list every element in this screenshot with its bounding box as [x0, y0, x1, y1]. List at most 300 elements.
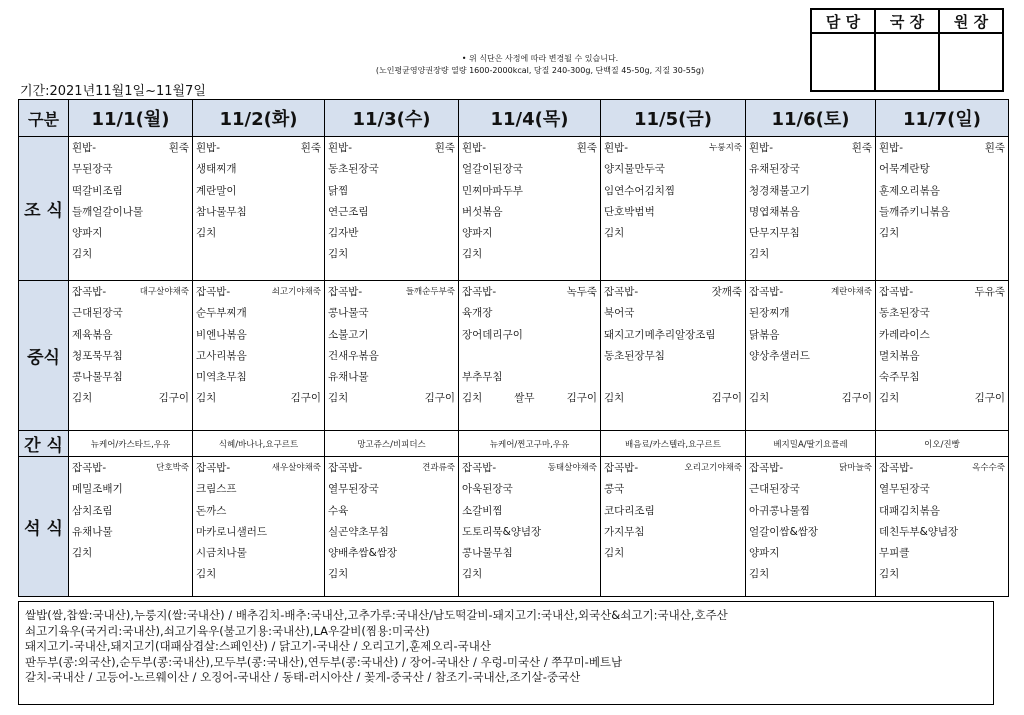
breakfast-cell — [746, 137, 876, 281]
menu-line — [879, 501, 1005, 522]
dish: 청포묵무침 — [72, 349, 123, 362]
dish: 닭찜 — [328, 184, 349, 197]
dish: 소불고기 — [328, 328, 369, 341]
menu-line — [462, 458, 597, 479]
dish: 김치 — [196, 568, 217, 581]
menu-line — [749, 388, 872, 409]
dish: 단무지무침 — [749, 227, 800, 240]
menu-line — [196, 367, 321, 388]
menu-line — [749, 202, 872, 223]
dish: 양파지 — [749, 547, 780, 560]
menu-line — [749, 367, 872, 388]
menu-line — [328, 522, 455, 543]
menu-line — [328, 501, 455, 522]
category-header: 구분 — [19, 100, 69, 137]
menu-line — [749, 325, 872, 346]
breakfast-cell — [876, 137, 1009, 281]
porridge-option: 흰죽 — [984, 142, 1005, 154]
dish: 얼갈이된장국 — [462, 163, 523, 176]
menu-line — [879, 479, 1005, 500]
porridge-option: 쇠고기야채죽 — [271, 287, 321, 297]
dish: 양상추샐러드 — [749, 349, 810, 362]
menu-line — [72, 181, 189, 202]
menu-line — [462, 388, 597, 409]
dish: 김치 — [749, 392, 770, 405]
menu-line — [72, 367, 189, 388]
menu-line — [328, 367, 455, 388]
dish: 콩국 — [604, 483, 625, 496]
porridge-option: 옥수수죽 — [972, 463, 1005, 473]
dish: 무된장국 — [72, 163, 113, 176]
menu-line — [749, 479, 872, 500]
dish: 동초된장무침 — [604, 349, 665, 362]
dish: 크림스프 — [196, 483, 237, 496]
menu-line — [879, 223, 1005, 244]
day-header: 11/7(일) — [876, 100, 1009, 137]
porridge-option: 계란야채죽 — [830, 287, 872, 297]
dish-side: 김구이 — [290, 392, 321, 405]
dish: 돼지고기메추리알장조림 — [604, 328, 716, 341]
dish: 민찌마파두부 — [462, 184, 523, 197]
breakfast-cell — [69, 137, 193, 281]
dish: 콩나물국 — [328, 307, 369, 320]
dish: 잡곡밥- — [72, 286, 107, 298]
dish: 미역초무침 — [196, 371, 247, 384]
dish: 장어데리구이 — [462, 328, 523, 341]
menu-line — [196, 522, 321, 543]
dinner-cell — [459, 457, 601, 597]
dish: 김치 — [462, 568, 483, 581]
menu-line — [196, 202, 321, 223]
origin-line: 돼지고기-국내산,돼지고기(대패삼겹살:스페인산) / 닭고기-국내산 / 오리고기,훈제오리-국내산 — [25, 639, 492, 654]
menu-line — [462, 181, 597, 202]
dish: 참나물무침 — [196, 205, 247, 218]
dish: 잡곡밥- — [328, 286, 363, 298]
menu-line — [196, 303, 321, 324]
menu-line — [749, 501, 872, 522]
menu-line — [196, 458, 321, 479]
lunch-cell — [325, 281, 459, 431]
dish: 코다리조림 — [604, 504, 655, 517]
menu-line — [462, 479, 597, 500]
dish: 양지물만두국 — [604, 163, 665, 176]
menu-line — [462, 325, 597, 346]
dish: 육개장 — [462, 307, 493, 320]
dish: 카레라이스 — [879, 328, 930, 341]
menu-line — [879, 522, 1005, 543]
dish: 흰밥- — [328, 142, 353, 154]
menu-line — [462, 244, 597, 265]
menu-line — [462, 282, 597, 303]
menu-line — [749, 138, 872, 159]
menu-line — [604, 181, 742, 202]
dish: 떡갈비조림 — [72, 184, 123, 197]
menu-line — [749, 282, 872, 303]
menu-line — [879, 282, 1005, 303]
dish: 들깨얼갈이나물 — [72, 205, 144, 218]
menu-line — [328, 303, 455, 324]
menu-line — [196, 346, 321, 367]
dish: 양배추쌈&쌈장 — [328, 547, 398, 560]
menu-line — [72, 543, 189, 564]
dish: 동초된장국 — [879, 307, 930, 320]
menu-line — [72, 244, 189, 265]
dish: 김치 — [462, 392, 483, 405]
menu-line — [462, 138, 597, 159]
dish: 무피클 — [879, 547, 910, 560]
dish: 동초된장국 — [328, 163, 379, 176]
dish: 흰밥- — [604, 142, 629, 154]
dish: 순두부찌개 — [196, 307, 247, 320]
dish: 고사리볶음 — [196, 349, 247, 362]
menu-line — [604, 159, 742, 180]
dish: 김치 — [879, 568, 900, 581]
menu-line — [604, 458, 742, 479]
dinner-cell — [193, 457, 325, 597]
dish: 실곤약초무침 — [328, 525, 389, 538]
breakfast-cell — [325, 137, 459, 281]
dish: 아욱된장국 — [462, 483, 513, 496]
menu-line — [879, 159, 1005, 180]
menu-line — [196, 282, 321, 303]
dish: 김치 — [749, 248, 770, 261]
porridge-option: 대구살야채죽 — [139, 287, 189, 297]
menu-line — [328, 325, 455, 346]
menu-line — [328, 346, 455, 367]
dinner-label: 석 식 — [19, 457, 69, 597]
snack-cell: 식혜/바나나,요구르트 — [193, 431, 325, 457]
menu-line — [72, 346, 189, 367]
menu-line — [328, 479, 455, 500]
dish: 콩나물무침 — [72, 371, 123, 384]
snack-row — [19, 431, 1009, 457]
dish: 유채나물 — [328, 371, 369, 384]
porridge-option: 새우살야채죽 — [271, 463, 321, 473]
menu-line — [462, 367, 597, 388]
dish: 잡곡밥- — [462, 462, 497, 474]
menu-line — [604, 479, 742, 500]
porridge-option: 단호박죽 — [156, 463, 189, 473]
porridge-option: 오리고기야채죽 — [684, 463, 742, 473]
menu-line — [328, 543, 455, 564]
dish: 시금치나물 — [196, 547, 247, 560]
menu-line — [328, 223, 455, 244]
menu-line — [879, 564, 1005, 585]
dish: 건새우볶음 — [328, 349, 379, 362]
day-header: 11/3(수) — [325, 100, 459, 137]
dish: 생태찌개 — [196, 163, 237, 176]
porridge-option: 동태살야채죽 — [547, 463, 597, 473]
dish: 유채나물 — [72, 525, 113, 538]
menu-line — [72, 282, 189, 303]
porridge-option: 누룽지죽 — [709, 143, 742, 153]
weekly-menu-table — [18, 99, 1009, 597]
porridge-option: 흰죽 — [168, 142, 189, 154]
menu-line — [328, 138, 455, 159]
breakfast-cell — [601, 137, 746, 281]
approval-director-label: 국 장 — [875, 9, 939, 33]
dish: 잡곡밥- — [328, 462, 363, 474]
approval-staff-label: 담 당 — [811, 9, 875, 33]
lunch-cell — [69, 281, 193, 431]
day-header: 11/1(월) — [69, 100, 193, 137]
day-header: 11/2(화) — [193, 100, 325, 137]
menu-line — [749, 303, 872, 324]
dish: 제육볶음 — [72, 328, 113, 341]
menu-line — [196, 138, 321, 159]
menu-line — [196, 159, 321, 180]
dish: 메밀조배기 — [72, 483, 123, 496]
snack-label: 간 식 — [19, 431, 69, 457]
dish: 잡곡밥- — [196, 286, 231, 298]
lunch-cell — [876, 281, 1009, 431]
dish: 콩나물무침 — [462, 547, 513, 560]
dish: 된장찌개 — [749, 307, 790, 320]
menu-line — [196, 223, 321, 244]
dish: 김치 — [328, 248, 349, 261]
dish: 명엽채볶음 — [749, 205, 800, 218]
dish: 부추무침 — [462, 371, 503, 384]
dish: 북어국 — [604, 307, 635, 320]
dish: 김치 — [749, 568, 770, 581]
menu-line — [196, 479, 321, 500]
menu-line — [72, 202, 189, 223]
snack-cell: 베지밀A/딸기요플레 — [746, 431, 876, 457]
dish: 잡곡밥- — [604, 462, 639, 474]
snack-cell: 뉴케어/찐고구마,우유 — [459, 431, 601, 457]
menu-line — [328, 202, 455, 223]
dish: 근대된장국 — [749, 483, 800, 496]
dish-side: 김구이 — [974, 392, 1005, 405]
porridge-option: 닭마늘죽 — [839, 463, 872, 473]
snack-cell: 배음료/카스텔라,요구르트 — [601, 431, 746, 457]
dish: 김치 — [328, 568, 349, 581]
dinner-cell — [325, 457, 459, 597]
menu-line — [749, 543, 872, 564]
approval-staff-box — [811, 33, 875, 91]
dish: 양파지 — [72, 227, 103, 240]
porridge-option: 두유죽 — [974, 286, 1005, 298]
dish: 유채된장국 — [749, 163, 800, 176]
dish: 흰밥- — [72, 142, 97, 154]
dish: 잡곡밥- — [604, 286, 639, 298]
menu-line — [879, 303, 1005, 324]
dish-side: 김구이 — [158, 392, 189, 405]
dish: 마카로니샐러드 — [196, 525, 268, 538]
menu-line — [879, 181, 1005, 202]
menu-line — [196, 388, 321, 409]
menu-line — [604, 543, 742, 564]
dish: 흰밥- — [196, 142, 221, 154]
dish: 계란말이 — [196, 184, 237, 197]
menu-line — [749, 181, 872, 202]
lunch-cell — [459, 281, 601, 431]
dinner-row — [19, 457, 1009, 597]
breakfast-cell — [459, 137, 601, 281]
dish-side: 김구이 — [711, 392, 742, 405]
dish-extra: 쌀무 — [514, 392, 535, 405]
dish: 연근조림 — [328, 205, 369, 218]
dish: 김치 — [879, 392, 900, 405]
porridge-option: 흰죽 — [434, 142, 455, 154]
dish: 단호박범벅 — [604, 205, 655, 218]
dinner-cell — [876, 457, 1009, 597]
dish: 잡곡밥- — [749, 286, 784, 298]
lunch-cell — [193, 281, 325, 431]
dish: 김치 — [462, 248, 483, 261]
lunch-cell — [746, 281, 876, 431]
breakfast-row — [19, 137, 1009, 281]
menu-line — [749, 564, 872, 585]
dinner-cell — [601, 457, 746, 597]
dinner-cell — [69, 457, 193, 597]
dish: 잡곡밥- — [879, 286, 914, 298]
day-header: 11/6(토) — [746, 100, 876, 137]
dish: 돈까스 — [196, 504, 227, 517]
dish: 아귀콩나물찜 — [749, 504, 810, 517]
origin-line: 갈치-국내산 / 고등어-노르웨이산 / 오징어-국내산 / 동태-러시아산 / 꽃게-중국산 / 참조기-국내산,조기살-중국산 — [25, 670, 581, 685]
menu-line — [879, 138, 1005, 159]
dish-side: 김구이 — [424, 392, 455, 405]
day-header: 11/5(금) — [601, 100, 746, 137]
menu-line — [604, 223, 742, 244]
snack-cell: 망고쥬스/비피더스 — [325, 431, 459, 457]
menu-line — [72, 501, 189, 522]
dish: 소갈비찜 — [462, 504, 503, 517]
menu-line — [328, 244, 455, 265]
dish: 가지무침 — [604, 525, 645, 538]
breakfast-label: 조 식 — [19, 137, 69, 281]
dish: 김치 — [879, 227, 900, 240]
menu-line — [462, 303, 597, 324]
menu-line — [72, 388, 189, 409]
dish: 들깨쥬키니볶음 — [879, 205, 951, 218]
menu-line — [604, 325, 742, 346]
menu-line — [749, 223, 872, 244]
menu-line — [328, 458, 455, 479]
menu-line — [879, 367, 1005, 388]
menu-line — [604, 522, 742, 543]
dish: 김치 — [196, 392, 217, 405]
menu-line — [879, 346, 1005, 367]
notice-line-1: • 위 식단은 사정에 따라 변경될 수 있습니다. — [461, 54, 619, 63]
dish: 김치 — [72, 248, 93, 261]
menu-line — [462, 522, 597, 543]
menu-line — [328, 388, 455, 409]
porridge-option: 견과류죽 — [422, 463, 455, 473]
dish: 잡곡밥- — [749, 462, 784, 474]
menu-line — [462, 543, 597, 564]
dish: 김치 — [604, 547, 625, 560]
dish: 숙주무침 — [879, 371, 920, 384]
approval-director-box — [875, 33, 939, 91]
menu-line — [72, 325, 189, 346]
porridge-option: 흰죽 — [851, 142, 872, 154]
snack-cell: 뉴케어/카스타드,우유 — [69, 431, 193, 457]
menu-line — [72, 458, 189, 479]
header-row — [19, 100, 1009, 137]
dish: 도토리묵&양념장 — [462, 525, 542, 538]
menu-line — [749, 346, 872, 367]
menu-line — [72, 479, 189, 500]
lunch-cell — [601, 281, 746, 431]
porridge-option: 흰죽 — [576, 142, 597, 154]
menu-line — [72, 138, 189, 159]
porridge-option: 들깨순두부죽 — [405, 287, 455, 297]
breakfast-cell — [193, 137, 325, 281]
porridge-option: 잣깨죽 — [711, 286, 742, 298]
menu-line — [604, 346, 742, 367]
menu-line — [462, 564, 597, 585]
menu-line — [72, 159, 189, 180]
menu-line — [328, 181, 455, 202]
menu-line — [328, 564, 455, 585]
dish: 멸치볶음 — [879, 349, 920, 362]
menu-line — [604, 501, 742, 522]
dish: 흰밥- — [462, 142, 487, 154]
dish: 잡곡밥- — [72, 462, 107, 474]
menu-line — [328, 159, 455, 180]
dish: 데친두부&양념장 — [879, 525, 959, 538]
menu-line — [196, 181, 321, 202]
menu-line — [604, 303, 742, 324]
menu-line — [749, 159, 872, 180]
origin-info — [18, 601, 994, 705]
menu-line — [879, 202, 1005, 223]
menu-line — [604, 202, 742, 223]
dish: 잡곡밥- — [879, 462, 914, 474]
dish-side: 김구이 — [841, 392, 872, 405]
dish: 흰밥- — [749, 142, 774, 154]
menu-line — [749, 458, 872, 479]
dish: 김치 — [72, 392, 93, 405]
menu-line — [462, 159, 597, 180]
dish: 삼치조림 — [72, 504, 113, 517]
dish: 김치 — [72, 547, 93, 560]
menu-line — [604, 367, 742, 388]
dish: 김치 — [196, 227, 217, 240]
menu-line — [879, 388, 1005, 409]
menu-line — [72, 303, 189, 324]
dish: 수육 — [328, 504, 349, 517]
dish: 김치 — [604, 392, 625, 405]
lunch-row — [19, 281, 1009, 431]
dish: 양파지 — [462, 227, 493, 240]
origin-line: 쌀밥(쌀,찹쌀:국내산),누룽지(쌀:국내산) / 배추김치-배추:국내산,고추가루:국내산/남도떡갈비-돼지고기:국내산,외국산&쇠고기:국내산,호주산 — [25, 608, 728, 622]
dish: 근대된장국 — [72, 307, 123, 320]
menu-line — [749, 244, 872, 265]
lunch-label: 중식 — [19, 281, 69, 431]
menu-line — [879, 543, 1005, 564]
approval-head-box — [939, 33, 1003, 91]
menu-line — [604, 138, 742, 159]
dish: 김자반 — [328, 227, 359, 240]
menu-line — [196, 564, 321, 585]
menu-notice — [300, 53, 780, 77]
dish: 김치 — [604, 227, 625, 240]
dish: 훈제오리볶음 — [879, 184, 940, 197]
snack-cell: 이오/진빵 — [876, 431, 1009, 457]
dish: 대패김치볶음 — [879, 504, 940, 517]
dish: 잡곡밥- — [462, 286, 497, 298]
dinner-cell — [746, 457, 876, 597]
menu-line — [879, 325, 1005, 346]
menu-line — [72, 522, 189, 543]
menu-line — [328, 282, 455, 303]
menu-line — [879, 458, 1005, 479]
porridge-option: 녹두죽 — [566, 286, 597, 298]
dish: 청경채불고기 — [749, 184, 810, 197]
